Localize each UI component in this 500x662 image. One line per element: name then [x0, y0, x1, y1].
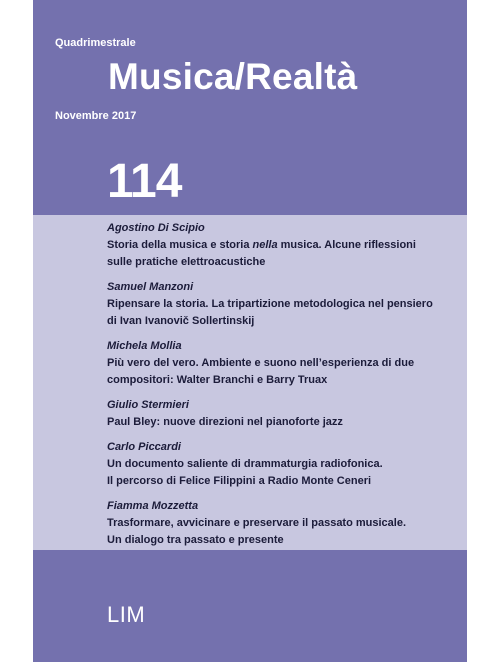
- article-entry: [107, 439, 462, 490]
- issue-date: Novembre 2017: [55, 110, 137, 122]
- article-title-line: Un documento saliente di drammaturgia radiofonica.: [107, 458, 383, 470]
- article-title-emphasis: nella: [252, 239, 278, 251]
- article-author: Samuel Manzoni: [107, 281, 194, 293]
- article-entry: [107, 338, 462, 389]
- article-title-line: Il percorso di Felice Filippini a Radio Monte Ceneri: [107, 475, 372, 487]
- article-author: Carlo Piccardi: [107, 441, 181, 453]
- article-title-line: Paul Bley: nuove direzioni nel pianoforte jazz: [107, 416, 343, 428]
- article-title-line: sulle pratiche elettroacustiche: [107, 256, 266, 268]
- article-title-part: musica. Alcune riflessioni: [277, 239, 416, 251]
- article-title-part: Storia della musica e storia: [107, 239, 253, 251]
- article-author: Agostino Di Scipio: [107, 222, 205, 234]
- article-author: Michela Mollia: [107, 340, 182, 352]
- article-entry: [107, 279, 462, 330]
- article-author: Giulio Stermieri: [107, 399, 189, 411]
- periodicity-label: Quadrimestrale: [55, 37, 136, 49]
- article-title-line: di Ivan Ivanovič Sollertinskij: [107, 315, 255, 327]
- article-title-line: Un dialogo tra passato e presente: [107, 534, 284, 546]
- article-title-line: compositori: Walter Branchi e Barry Truax: [107, 374, 328, 386]
- article-entry: [107, 220, 462, 271]
- article-title-line: Trasformare, avvicinare e preservare il passato musicale.: [107, 517, 407, 529]
- table-of-contents: [107, 220, 462, 557]
- journal-title: Musica/Realtà: [108, 56, 358, 97]
- journal-cover: [33, 0, 467, 662]
- article-title-line: Più vero del vero. Ambiente e suono nell’esperienza di due: [107, 357, 415, 369]
- article-title-line: [107, 237, 462, 254]
- article-title-line: Ripensare la storia. La tripartizione metodologica nel pensiero: [107, 298, 433, 310]
- issue-number: 114: [107, 155, 182, 208]
- publisher-name: LIM: [107, 602, 146, 627]
- article-entry: [107, 498, 462, 549]
- article-author: Fiamma Mozzetta: [107, 500, 199, 512]
- article-entry: [107, 397, 462, 431]
